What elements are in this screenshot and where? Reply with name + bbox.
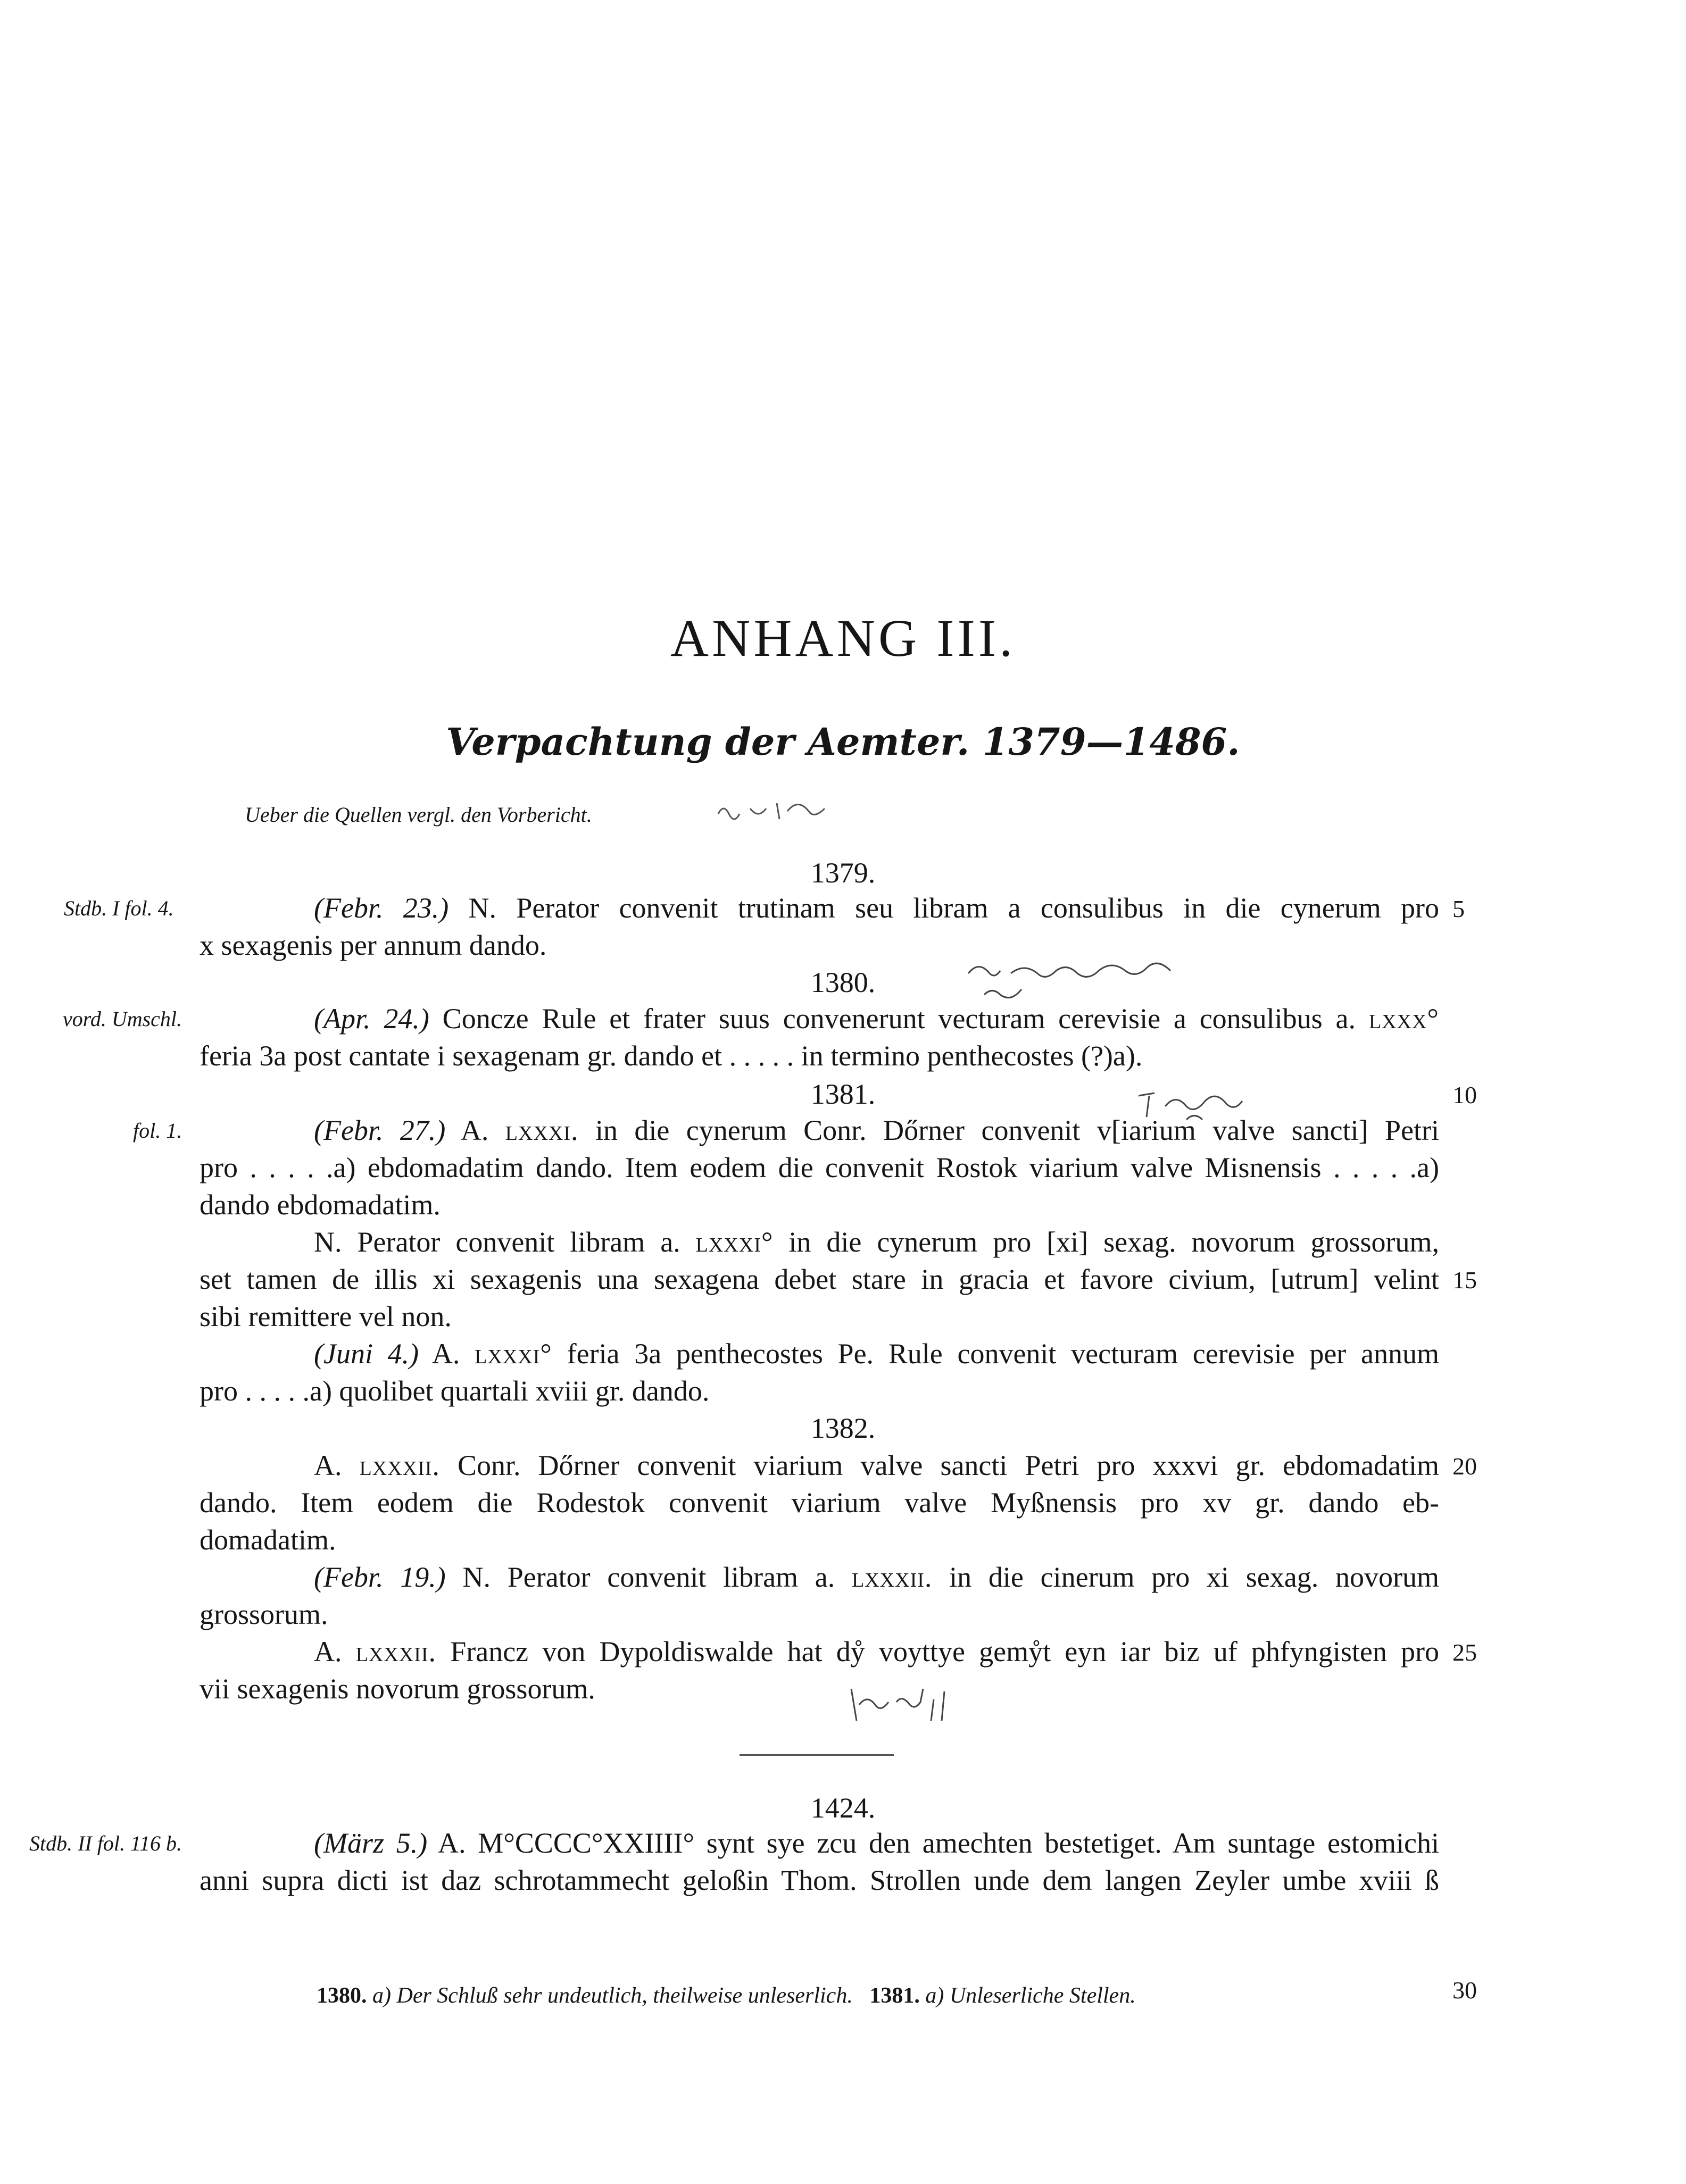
- text-line: (März 5.) A. M°CCCC°XXIIII° synt sye zcu den amechten bestetiget. Am suntage estomichi: [314, 1829, 1439, 1859]
- section-divider: [740, 1754, 894, 1756]
- line-number-5: 5: [1452, 895, 1465, 922]
- text-line: grossorum.: [200, 1598, 328, 1630]
- text-line: dando ebdomadatim.: [200, 1189, 441, 1221]
- margin-ref-1380: vord. Umschl.: [63, 1007, 182, 1031]
- page-subtitle: Verpachtung der Aemter. 1379—1486.: [446, 720, 1240, 764]
- text-line: set tamen de illis xi sexagenis una sexagena debet stare in gracia et favore civium, [utrum] velint: [200, 1265, 1439, 1295]
- text-line: (Febr. 23.) N. Perator convenit trutinam seu libram a consulibus in die cynerum pro: [314, 894, 1439, 924]
- line-number-20: 20: [1452, 1453, 1477, 1480]
- pencil-scribble-1: [713, 793, 851, 835]
- year-heading-1379: 1379.: [810, 857, 876, 889]
- text-line: dando. Item eodem die Rodestok convenit viarium valve Myßnensis pro xv gr. dando eb-: [200, 1488, 1439, 1519]
- year-heading-1380: 1380.: [810, 966, 876, 998]
- margin-ref-1424: Stdb. II fol. 116 b.: [29, 1831, 182, 1855]
- footnote-text-1381: a) Unleserliche Stellen.: [919, 1983, 1136, 2008]
- text-line: anni supra dicti ist daz schrotammecht geloßin Thom. Strollen unde dem langen Zeyler umbe xviii ß: [200, 1866, 1439, 1896]
- text-line: (Febr. 27.) A. lxxxi. in die cynerum Conr. Dőrner convenit v[iarium valve sancti] Petri: [314, 1116, 1439, 1146]
- text-line: A. lxxxii. Francz von Dypoldiswalde hat dẙ voyttye gemẙt eyn iar biz uf phfyngisten pro: [314, 1637, 1439, 1668]
- source-note: Ueber die Quellen vergl. den Vorbericht.: [245, 803, 592, 827]
- footnotes: [317, 1983, 1136, 2008]
- year-heading-1381: 1381.: [810, 1078, 876, 1110]
- text-line: A. lxxxii. Conr. Dőrner convenit viarium valve sancti Petri pro xxxvi gr. ebdomadatim: [314, 1451, 1439, 1481]
- line-number-10: 10: [1452, 1081, 1477, 1108]
- year-heading-1424: 1424.: [810, 1792, 876, 1824]
- text-line: pro . . . . .a) ebdomadatim dando. Item eodem die convenit Rostok viarium valve Misnensis . . . . .a): [200, 1153, 1439, 1183]
- text-line: pro . . . . .a) quolibet quartali xviii gr. dando.: [200, 1375, 710, 1407]
- text-line: (Juni 4.) A. lxxxi° feria 3a penthecostes Pe. Rule convenit vecturam cerevisie per annum: [314, 1339, 1439, 1370]
- margin-ref-1379: Stdb. I fol. 4.: [64, 896, 174, 920]
- line-number-15: 15: [1452, 1266, 1477, 1294]
- line-number-25: 25: [1452, 1639, 1477, 1666]
- footnote-text-1380: a) Der Schluß sehr undeutlich, theilweise unleserlich.: [367, 1983, 853, 2008]
- text-line: x sexagenis per annum dando.: [200, 929, 547, 961]
- footnote-year-1381: 1381.: [869, 1983, 920, 2008]
- text-line: (Apr. 24.) Concze Rule et frater suus convenerunt vecturam cerevisie a consulibus a. lxxx°: [314, 1004, 1439, 1035]
- text-line: N. Perator convenit libram a. lxxxi° in die cynerum pro [xi] sexag. novorum grossorum,: [314, 1228, 1439, 1258]
- footnote-year-1380: 1380.: [317, 1983, 367, 2008]
- text-line: (Febr. 19.) N. Perator convenit libram a. lxxxii. in die cinerum pro xi sexag. novorum: [314, 1563, 1439, 1593]
- margin-ref-1381: fol. 1.: [133, 1119, 182, 1143]
- page-title: ANHANG III.: [670, 608, 1016, 668]
- page-number: 30: [1452, 1977, 1477, 2004]
- text-line: sibi remittere vel non.: [200, 1301, 452, 1332]
- text-line: domadatim.: [200, 1524, 336, 1556]
- text-line: feria 3a post cantate i sexagenam gr. dando et . . . . . in termino penthecostes (?)a).: [200, 1040, 1143, 1072]
- year-heading-1382: 1382.: [810, 1412, 876, 1444]
- text-line: vii sexagenis novorum grossorum.: [200, 1673, 595, 1705]
